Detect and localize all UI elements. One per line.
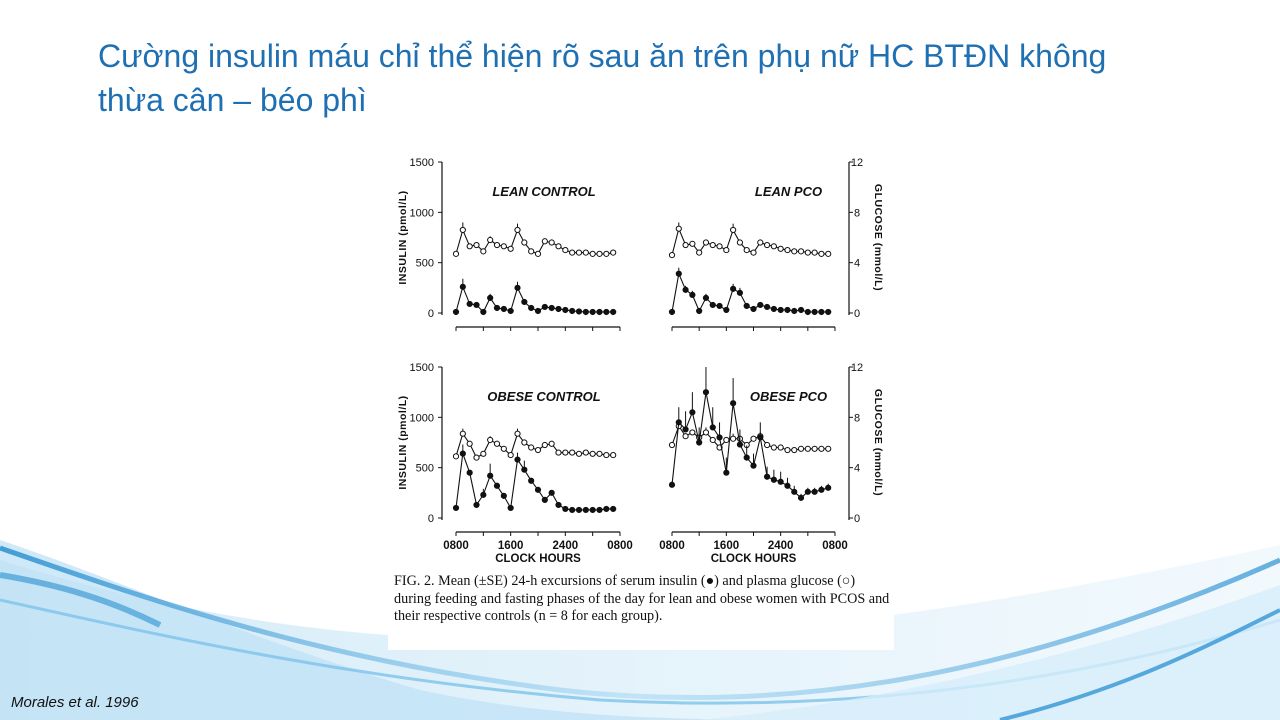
data-point-glucose-lean-control [453,251,458,256]
data-point-glucose-lean-pco [764,242,769,247]
data-point-insulin-obese-control [597,507,602,512]
chart-grid [388,146,894,571]
data-point-insulin-lean-pco [744,303,749,308]
data-point-glucose-lean-control [488,237,493,242]
data-point-glucose-lean-pco [690,241,695,246]
data-point-glucose-lean-control [460,227,465,232]
data-point-insulin-obese-pco [758,435,763,440]
data-point-glucose-lean-pco [778,246,783,251]
data-point-glucose-obese-pco [785,447,790,452]
data-point-glucose-lean-pco [751,250,756,255]
data-point-insulin-lean-pco [737,290,742,295]
data-point-insulin-lean-control [522,299,527,304]
data-point-insulin-lean-pco [785,307,790,312]
data-point-insulin-obese-pco [697,440,702,445]
data-point-glucose-obese-control [488,437,493,442]
data-point-glucose-lean-control [542,239,547,244]
data-point-insulin-obese-control [563,506,568,511]
data-point-insulin-lean-control [508,308,513,313]
data-point-glucose-obese-pco [690,430,695,435]
panel-title-obese-pco: OBESE PCO [749,389,828,404]
data-point-insulin-obese-pco [798,495,803,500]
data-point-glucose-lean-control [556,244,561,249]
data-point-insulin-obese-control [501,493,506,498]
data-point-insulin-obese-control [474,502,479,507]
data-point-insulin-obese-pco [805,489,810,494]
data-point-insulin-obese-pco [676,420,681,425]
x-tick-label-obese-control: 1600 [497,540,524,552]
data-point-glucose-obese-control [515,431,520,436]
data-point-glucose-obese-pco [792,447,797,452]
data-point-insulin-lean-control [488,295,493,300]
data-point-glucose-obese-control [501,446,506,451]
x-tick-label-obese-control: 0800 [607,540,633,552]
data-point-glucose-obese-pco [819,446,824,451]
series-line-insulin-obese-pco [672,392,828,498]
data-point-glucose-obese-control [604,452,609,457]
data-point-insulin-lean-pco [812,309,817,314]
data-point-insulin-lean-pco [703,295,708,300]
x-tick-label-obese-pco: 1600 [713,540,740,552]
data-point-insulin-obese-pco [771,477,776,482]
data-point-insulin-obese-control [604,506,609,511]
data-point-glucose-lean-pco [819,251,824,256]
data-point-glucose-obese-control [494,441,499,446]
data-point-glucose-lean-pco [697,250,702,255]
data-point-glucose-obese-pco [710,437,715,442]
data-point-insulin-obese-control [542,497,547,502]
data-point-glucose-lean-control [563,247,568,252]
data-point-glucose-obese-pco [731,436,736,441]
data-point-insulin-obese-control [556,502,561,507]
data-point-insulin-obese-pco [669,482,674,487]
data-point-glucose-lean-pco [826,251,831,256]
data-point-insulin-lean-pco [697,308,702,313]
data-point-glucose-lean-pco [717,244,722,249]
panel-title-lean-control: LEAN CONTROL [492,184,596,199]
data-point-insulin-lean-control [576,309,581,314]
data-point-glucose-lean-pco [771,244,776,249]
data-point-glucose-obese-pco [798,446,803,451]
data-point-insulin-lean-control [501,306,506,311]
data-point-insulin-obese-pco [792,489,797,494]
x-axis-label-obese-control: CLOCK HOURS [495,553,581,565]
y-left-label-obese-control: INSULIN (pmol/L) [397,395,409,490]
y-right-tick-label-obese-pco: 12 [850,362,864,374]
data-point-glucose-obese-control [611,452,616,457]
data-point-glucose-lean-control [590,251,595,256]
y-right-tick-label-lean-pco: 12 [850,157,864,169]
slide-title-line-1: Cường insulin máu chỉ thể hiện rõ sau ăn trên phụ nữ HC BTĐN không [98,38,1107,74]
data-point-glucose-lean-control [522,240,527,245]
panel-title-obese-control: OBESE CONTROL [487,389,601,404]
y-left-tick-label-lean-control: 1500 [409,157,434,169]
data-point-insulin-lean-control [515,285,520,290]
data-point-insulin-obese-control [488,473,493,478]
data-point-insulin-obese-control [535,487,540,492]
y-left-tick-label-lean-control: 0 [427,308,434,320]
data-point-insulin-lean-pco [690,292,695,297]
y-right-tick-label-obese-pco: 0 [853,513,861,525]
series-line-insulin-obese-control [456,454,613,510]
data-point-insulin-obese-control [460,451,465,456]
data-point-insulin-obese-control [508,505,513,510]
data-point-glucose-lean-control [501,244,506,249]
data-point-insulin-lean-pco [724,307,729,312]
data-point-glucose-obese-control [556,450,561,455]
data-point-glucose-obese-pco [778,445,783,450]
y-left-tick-label-lean-control: 500 [415,257,434,270]
data-point-glucose-lean-control [467,244,472,249]
data-point-glucose-obese-pco [683,434,688,439]
data-point-insulin-lean-pco [778,307,783,312]
data-point-glucose-lean-control [597,251,602,256]
data-point-insulin-obese-control [515,457,520,462]
data-point-glucose-lean-control [481,249,486,254]
data-point-glucose-lean-pco [731,227,736,232]
data-point-insulin-obese-control [467,470,472,475]
data-point-insulin-lean-control [549,305,554,310]
data-point-glucose-lean-pco [669,253,674,258]
data-point-insulin-obese-pco [812,489,817,494]
data-point-insulin-obese-pco [737,442,742,447]
data-point-insulin-obese-pco [785,483,790,488]
data-point-insulin-obese-pco [819,487,824,492]
data-point-glucose-lean-control [604,251,609,256]
data-point-glucose-obese-control [535,447,540,452]
data-point-insulin-lean-control [604,309,609,314]
data-point-insulin-lean-pco [819,309,824,314]
data-point-glucose-lean-control [535,251,540,256]
data-point-glucose-obese-pco [764,442,769,447]
data-point-glucose-obese-control [453,454,458,459]
data-point-insulin-lean-pco [798,307,803,312]
data-point-insulin-lean-pco [764,304,769,309]
data-point-insulin-obese-control [611,506,616,511]
data-point-glucose-lean-pco [805,250,810,255]
data-point-insulin-obese-control [576,507,581,512]
data-point-glucose-obese-control [542,442,547,447]
y-right-tick-label-lean-pco: 0 [853,308,861,320]
data-point-glucose-obese-control [549,441,554,446]
data-point-glucose-lean-pco [724,247,729,252]
slide-title [98,34,1208,122]
data-point-insulin-lean-control [611,309,616,314]
data-point-glucose-lean-pco [798,249,803,254]
data-point-glucose-lean-pco [812,250,817,255]
data-point-insulin-obese-control [522,467,527,472]
data-point-insulin-obese-pco [778,479,783,484]
x-tick-label-obese-pco: 2400 [767,540,794,552]
y-right-tick-label-lean-pco: 4 [853,257,861,270]
data-point-glucose-obese-control [522,440,527,445]
data-point-insulin-lean-pco [771,306,776,311]
series-line-glucose-obese-pco [672,426,828,450]
data-point-insulin-lean-pco [676,271,681,276]
data-point-glucose-lean-control [549,240,554,245]
data-point-glucose-obese-pco [751,436,756,441]
data-point-insulin-lean-control [583,309,588,314]
y-right-label-obese-pco: GLUCOSE (mmol/L) [872,388,884,497]
data-point-insulin-lean-pco [731,286,736,291]
series-line-insulin-lean-pco [672,274,828,312]
citation: Morales et al. 1996 [11,694,139,711]
data-point-insulin-lean-pco [710,302,715,307]
x-axis-label-obese-pco: CLOCK HOURS [710,553,797,565]
data-point-glucose-lean-control [515,227,520,232]
data-point-glucose-lean-control [529,249,534,254]
y-left-tick-label-obese-control: 0 [427,513,434,525]
data-point-insulin-lean-control [460,284,465,289]
data-point-insulin-lean-control [563,307,568,312]
data-point-glucose-obese-control [481,451,486,456]
series-line-insulin-lean-control [456,287,613,312]
data-point-insulin-lean-pco [826,309,831,314]
figure-caption: FIG. 2. Mean (±SE) 24-h excursions of serum insulin (●) and plasma glucose (○) during feeding and fasting phases of the day for lean and obese women with PCOS and their respective controls (n = 8 for each group). [394,573,890,624]
y-right-tick-label-obese-pco: 8 [853,412,861,425]
y-left-tick-label-obese-control: 1000 [409,412,434,425]
series-line-glucose-lean-control [456,230,613,254]
y-left-tick-label-lean-control: 1000 [409,207,434,220]
data-point-glucose-obese-control [508,452,513,457]
data-point-glucose-obese-control [467,441,472,446]
data-point-insulin-lean-pco [669,309,674,314]
data-point-insulin-obese-pco [710,425,715,430]
data-point-insulin-obese-pco [683,427,688,432]
data-point-insulin-lean-control [570,308,575,313]
data-point-insulin-obese-pco [744,455,749,460]
data-point-glucose-lean-pco [683,242,688,247]
slide-title-line-2: thừa cân – béo phì [98,82,367,118]
data-point-insulin-obese-pco [703,390,708,395]
data-point-insulin-lean-control [529,305,534,310]
y-right-tick-label-obese-pco: 4 [853,462,861,475]
data-point-glucose-obese-pco [826,446,831,451]
y-right-label-lean-pco: GLUCOSE (mmol/L) [872,183,884,292]
data-point-glucose-lean-pco [785,247,790,252]
data-point-insulin-lean-control [474,302,479,307]
data-point-glucose-obese-control [583,450,588,455]
x-tick-label-obese-pco: 0800 [659,540,685,552]
x-tick-label-obese-control: 2400 [552,540,579,552]
data-point-insulin-lean-pco [683,287,688,292]
x-tick-label-obese-control: 0800 [443,540,469,552]
data-point-insulin-obese-control [583,507,588,512]
data-point-glucose-obese-pco [669,442,674,447]
data-point-glucose-lean-control [508,246,513,251]
data-point-glucose-lean-control [611,250,616,255]
data-point-insulin-obese-pco [717,435,722,440]
data-point-glucose-lean-control [583,250,588,255]
data-point-insulin-lean-control [481,309,486,314]
data-point-insulin-obese-control [481,492,486,497]
data-point-insulin-obese-control [494,483,499,488]
data-point-insulin-lean-control [453,309,458,314]
data-point-insulin-lean-control [542,304,547,309]
data-point-insulin-obese-control [453,505,458,510]
data-point-insulin-obese-control [529,478,534,483]
data-point-glucose-obese-control [597,451,602,456]
data-point-insulin-obese-pco [764,474,769,479]
data-point-insulin-obese-control [590,507,595,512]
data-point-glucose-obese-pco [703,430,708,435]
data-point-glucose-lean-pco [744,247,749,252]
data-point-glucose-obese-control [570,450,575,455]
data-point-glucose-lean-pco [676,226,681,231]
data-point-insulin-lean-pco [751,306,756,311]
data-point-insulin-obese-control [570,507,575,512]
data-point-glucose-lean-control [576,250,581,255]
data-point-insulin-lean-control [535,308,540,313]
data-point-glucose-obese-control [460,431,465,436]
data-point-insulin-obese-pco [826,485,831,490]
data-point-glucose-lean-pco [703,240,708,245]
data-point-glucose-lean-pco [792,249,797,254]
data-point-glucose-lean-pco [710,242,715,247]
data-point-glucose-lean-pco [737,240,742,245]
data-point-insulin-obese-pco [690,410,695,415]
data-point-glucose-obese-control [563,450,568,455]
data-point-insulin-lean-control [597,309,602,314]
y-left-tick-label-obese-control: 500 [415,462,434,475]
x-tick-label-obese-pco: 0800 [822,540,848,552]
data-point-glucose-lean-control [570,250,575,255]
figure [388,146,894,650]
y-left-label-lean-control: INSULIN (pmol/L) [397,190,409,285]
data-point-insulin-obese-control [549,490,554,495]
data-point-glucose-obese-control [590,451,595,456]
data-point-insulin-lean-control [556,306,561,311]
data-point-glucose-obese-control [529,445,534,450]
data-point-glucose-obese-pco [771,445,776,450]
series-line-glucose-lean-pco [672,229,828,255]
data-point-glucose-lean-control [474,242,479,247]
data-point-glucose-obese-pco [805,446,810,451]
panel-title-lean-pco: LEAN PCO [754,184,823,199]
data-point-insulin-lean-pco [758,302,763,307]
data-point-glucose-obese-pco [724,437,729,442]
data-point-glucose-lean-control [494,242,499,247]
data-point-glucose-lean-pco [758,240,763,245]
data-point-insulin-lean-control [494,305,499,310]
data-point-glucose-obese-pco [812,446,817,451]
data-point-insulin-lean-control [590,309,595,314]
data-point-glucose-obese-control [474,455,479,460]
y-left-tick-label-obese-control: 1500 [409,362,434,374]
data-point-insulin-lean-pco [717,303,722,308]
data-point-glucose-obese-control [576,451,581,456]
data-point-insulin-obese-pco [724,470,729,475]
data-point-insulin-obese-pco [731,401,736,406]
data-point-insulin-lean-control [467,301,472,306]
data-point-insulin-obese-pco [751,463,756,468]
data-point-insulin-lean-pco [792,308,797,313]
y-right-tick-label-lean-pco: 8 [853,207,861,220]
data-point-insulin-lean-pco [805,309,810,314]
